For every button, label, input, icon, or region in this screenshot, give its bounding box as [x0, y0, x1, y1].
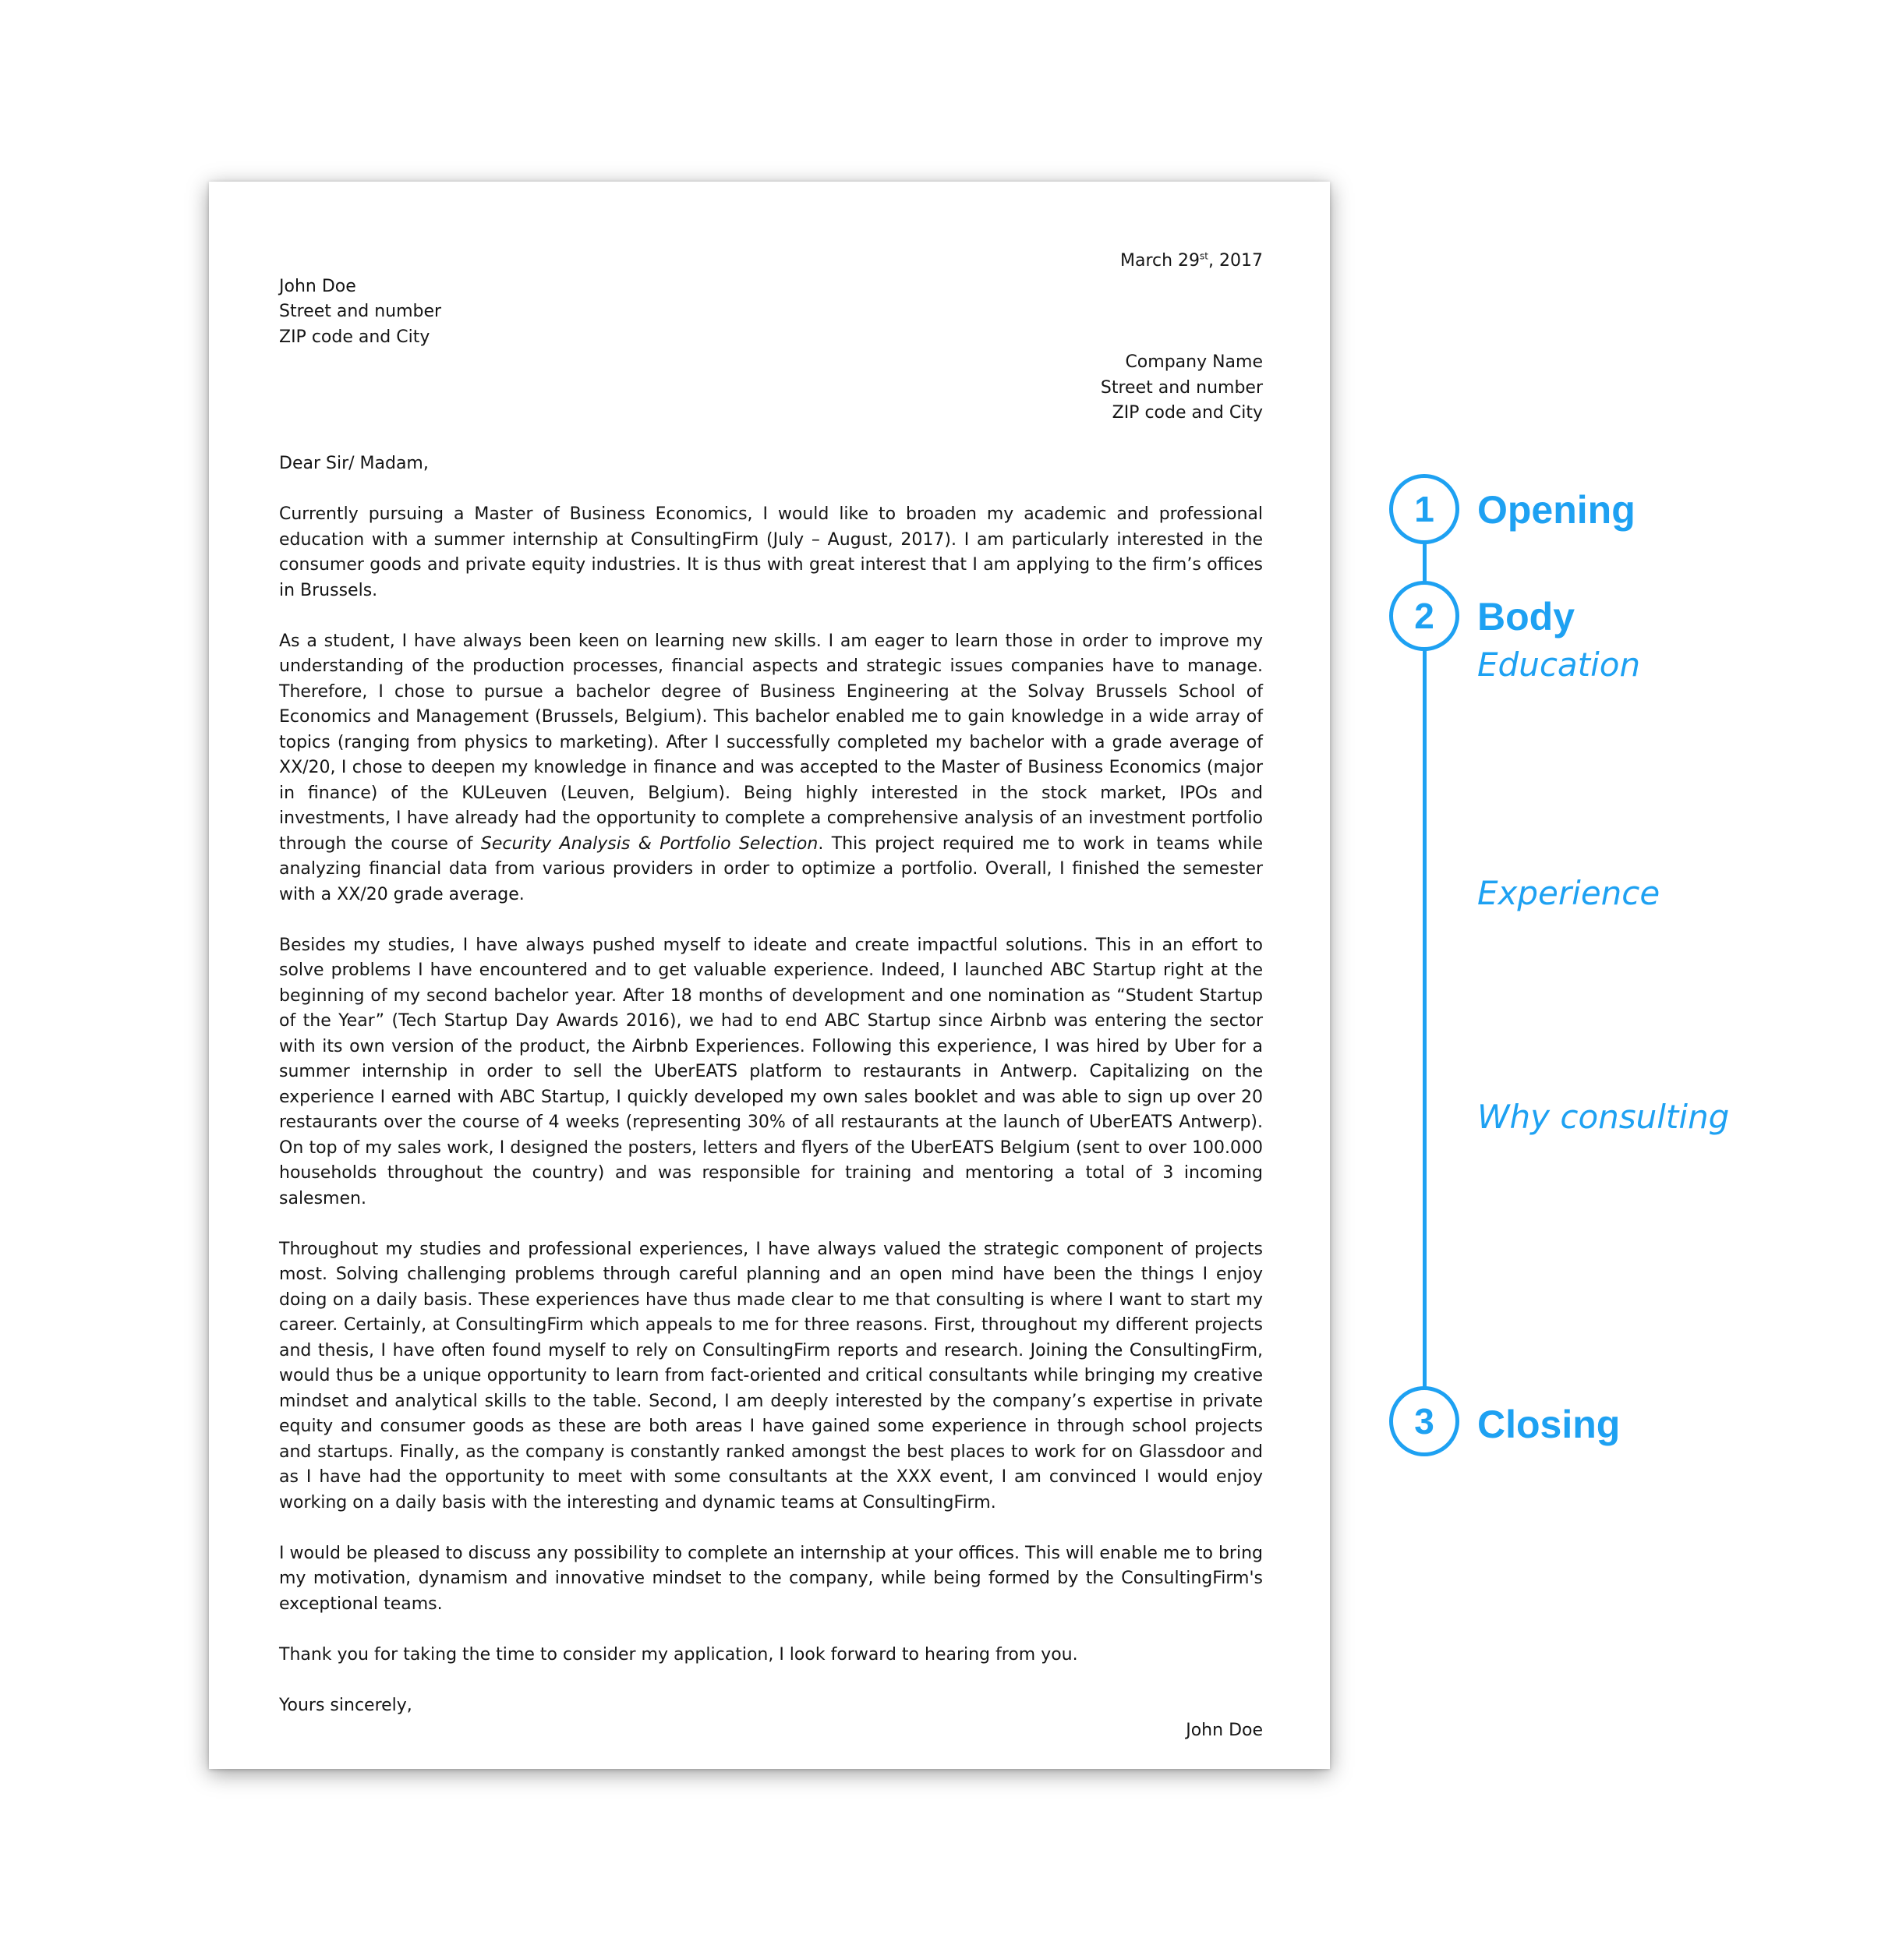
step-3-circle: 3: [1389, 1386, 1459, 1456]
step-3-title: Closing: [1477, 1403, 1621, 1446]
sender-city: ZIP code and City: [279, 327, 430, 347]
date-year: , 2017: [1208, 251, 1263, 271]
letter-date: [279, 249, 1263, 274]
step-1-title: Opening: [1477, 488, 1636, 532]
letter-page: [209, 182, 1330, 1769]
recipient-city: ZIP code and City: [1112, 403, 1263, 423]
timeline-connector-2-3: [1423, 646, 1427, 1388]
body-section-education: Education: [1477, 646, 1641, 684]
date-day: March 29: [1119, 251, 1201, 271]
sign-off: Yours sincerely,: [279, 1695, 412, 1715]
education-course-title: Security Analysis & Portfolio Selection: [480, 833, 819, 854]
sender-address: [279, 274, 1263, 351]
salutation: Dear Sir/ Madam,: [279, 454, 429, 473]
education-text-2: . This project required me to work in teams while analyzing financial data from various providers in order to optimize a portfolio. Overall, I finished the semester with a XX/20 grade average.: [279, 833, 1263, 904]
signature: John Doe: [1186, 1721, 1263, 1740]
recipient-street: Street and number: [1100, 377, 1263, 398]
body-section-experience: Experience: [1477, 874, 1660, 912]
step-1-circle: 1: [1389, 474, 1459, 544]
step-2-title: Body: [1477, 595, 1575, 639]
paragraph-opening: Currently pursuing a Master of Business Economics, I would like to broaden my academic and professional education with a summer internship at ConsultingFirm (July – August, 2017). I am particularly interested in the consumer goods and private equity industries. It is thus with great interest that I am applying to the firm’s offices in Brussels.: [279, 504, 1263, 600]
letter-content: [279, 249, 1263, 1744]
paragraph-why-consulting: Throughout my studies and professional experiences, I have always valued the strategic component of projects most. Solving challenging problems through careful planning and an open mind have been the things I enjoy doing on a daily basis. These experiences have thus made clear to me that consulting is where I want to start my career. Certainly, at ConsultingFirm which appeals to me for three reasons. First, throughout my different projects and thesis, I have often found myself to rely on ConsultingFirm reports and research. Joining the ConsultingFirm, would thus be a unique opportunity to learn from fact-oriented and critical consultants while bringing my creative mindset and analytical skills to the table. Second, I am deeply interested by the company’s expertise in private equity and consumer goods as these are both areas I have gained some experience in through school projects and startups. Finally, as the company is constantly ranked amongst the best places to work for on Glassdoor and as I have had the opportunity to meet with some consultants at the XXX event, I am convinced I would enjoy working on a daily basis with the interesting and dynamic teams at ConsultingFirm.: [279, 1239, 1263, 1512]
sender-name: John Doe: [279, 276, 356, 296]
recipient-company: Company Name: [1125, 352, 1263, 372]
paragraph-experience: Besides my studies, I have always pushed myself to ideate and create impactful solutions. This in an effort to solve problems I have encountered and to get valuable experience. Indeed, I launched ABC Startup right at the beginning of my second bachelor year. After 18 months of development and one nomination as “Student Startup of the Year” (Tech Startup Day Awards 2016), we had to end ABC Startup since Airbnb was entering the sector with its own version of the product, the Airbnb Experiences. Following this experience, I was hired by Uber for a summer internship in order to sell the UberEATS platform to restaurants in Antwerp. Capitalizing on the experience I earned with ABC Startup, I quickly developed my own sales booklet and was able to sign up over 20 restaurants over the course of 4 weeks (representing 30% of all restaurants at the launch of UberEATS Antwerp). On top of my sales work, I designed the posters, letters and flyers of the UberEATS Belgium (sent to over 100.000 households throughout the country) and was responsible for training and mentoring a total of 3 incoming salesmen.: [279, 935, 1263, 1208]
date-ordinal: st: [1200, 250, 1209, 262]
timeline-connector-1-2: [1423, 538, 1427, 591]
recipient-address: [279, 350, 1263, 426]
body-section-why-consulting: Why consulting: [1477, 1098, 1730, 1136]
step-2-circle: 2: [1389, 581, 1459, 651]
education-text-1: As a student, I have always been keen on learning new skills. I am eager to learn those in order to improve my understanding of the production processes, financial aspects and strategic issues companies have to manage. Therefore, I chose to pursue a bachelor degree of Business Engineering at the Solvay Brussels School of Economics and Management (Brussels, Belgium). This bachelor enabled me to gain knowledge in a wide array of topics (ranging from physics to marketing). After I successfully completed my bachelor with a grade average of XX/20, I chose to deepen my knowledge in finance and was accepted to the Master of Business Economics (major in finance) of the KULeuven (Leuven, Belgium). Being highly interested in the stock market, IPOs and investments, I have already had the opportunity to complete a comprehensive analysis of an investment portfolio through the course of: [279, 631, 1263, 854]
paragraph-education: [279, 629, 1263, 908]
paragraph-closing: I would be pleased to discuss any possibility to complete an internship at your offices. This will enable me to bring my motivation, dynamism and innovative mindset to the company, while being formed by the ConsultingFirm's exceptional teams.: [279, 1543, 1263, 1614]
paragraph-thanks: Thank you for taking the time to consider my application, I look forward to hearing from you.: [279, 1644, 1078, 1665]
sender-street: Street and number: [279, 302, 442, 321]
